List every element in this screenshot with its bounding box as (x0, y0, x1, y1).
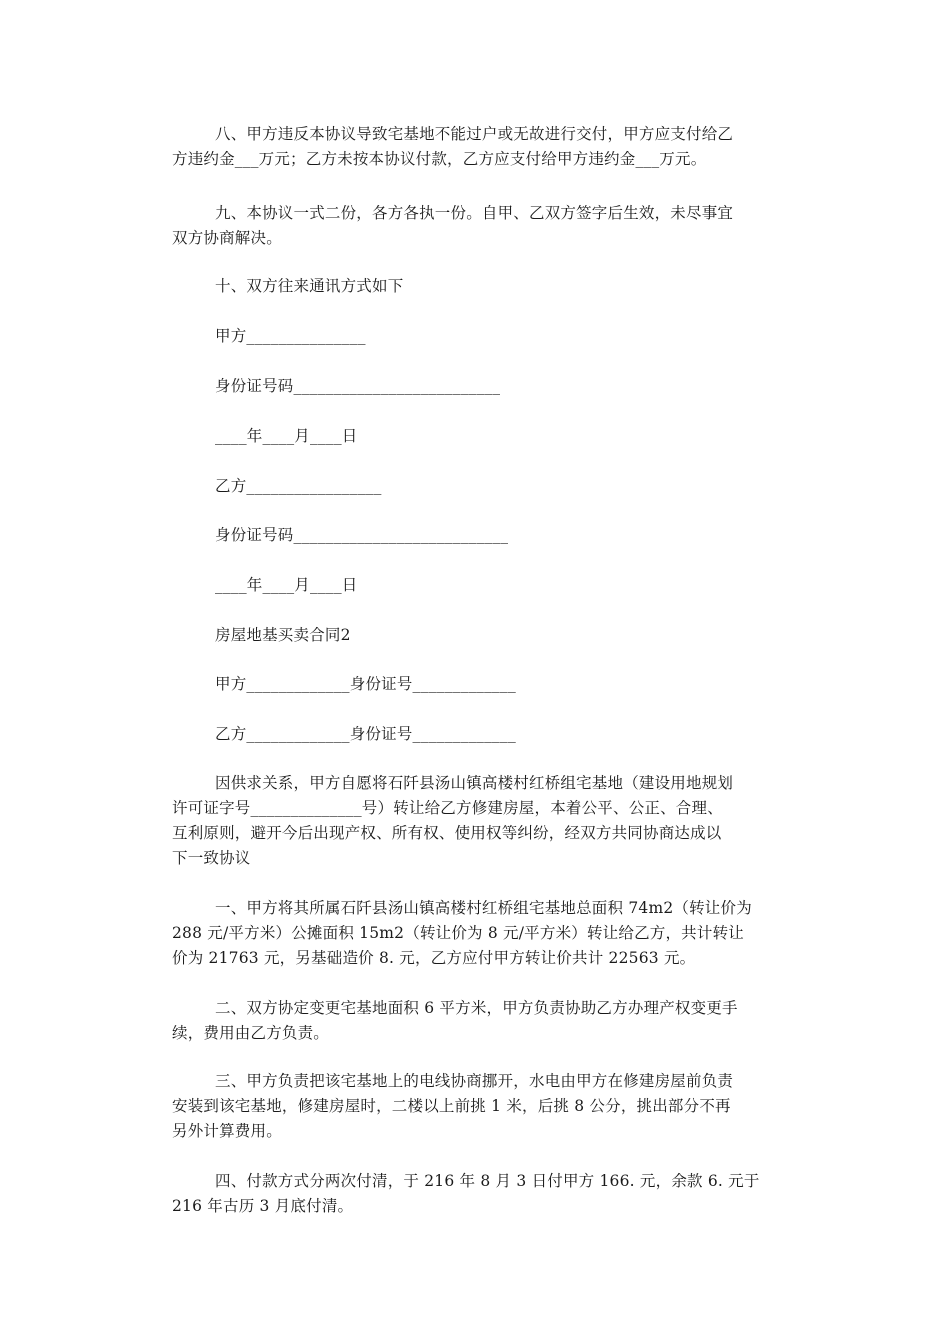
article-4-line-1: 四、付款方式分两次付清，于 216 年 8 月 3 日付甲方 166. 元，余款 6. 元于 (215, 1172, 760, 1190)
clause-9-line-2: 双方协商解决。 (172, 229, 282, 247)
article-4 (172, 1169, 777, 1219)
intro-line-4: 下一致协议 (172, 849, 251, 867)
article-4-line-2: 216 年古历 3 月底付清。 (172, 1197, 354, 1215)
article-1-line-2: 288 元/平方米）公摊面积 15m2（转让价为 8 元/平方米）转让给乙方，共计转让 (172, 924, 744, 942)
party-b-signature-line: 乙方_________________ (215, 477, 382, 495)
clause-8-line-1: 八、甲方违反本协议导致宅基地不能过户或无故进行交付，甲方应支付给乙 (215, 125, 734, 143)
article-1-line-3: 价为 21763 元，另基础造价 8. 元，乙方应付甲方转让价共计 22563 元。 (172, 949, 696, 967)
party-b-date-line: ____年____月____日 (215, 576, 358, 594)
intro-paragraph (172, 771, 777, 871)
article-2-line-1: 二、双方协定变更宅基地面积 6 平方米，甲方负责协助乙方办理产权变更手 (215, 999, 738, 1017)
party-b-id-fields: 乙方_____________身份证号_____________ (215, 725, 516, 743)
article-2-line-2: 续，费用由乙方负责。 (172, 1024, 330, 1042)
party-b-id-line: 身份证号码___________________________ (215, 526, 509, 544)
article-3-line-1: 三、甲方负责把该宅基地上的电线协商挪开，水电由甲方在修建房屋前负责 (215, 1072, 734, 1090)
article-1 (172, 896, 777, 971)
article-2 (172, 996, 777, 1046)
article-3-line-2: 安装到该宅基地，修建房屋时，二楼以上前挑 1 米，后挑 8 公分，挑出部分不再 (172, 1097, 731, 1115)
party-a-signature-line: 甲方_______________ (215, 327, 366, 345)
clause-8 (172, 122, 777, 172)
article-1-line-1: 一、甲方将其所属石阡县汤山镇高楼村红桥组宅基地总面积 74m2（转让价为 (215, 899, 752, 917)
intro-line-1: 因供求关系，甲方自愿将石阡县汤山镇高楼村红桥组宅基地（建设用地规划 (215, 774, 734, 792)
party-a-id-fields: 甲方_____________身份证号_____________ (215, 675, 516, 693)
clause-9 (172, 201, 777, 251)
clause-8-line-2: 方违约金___万元；乙方未按本协议付款，乙方应支付给甲方违约金___万元。 (172, 150, 707, 168)
party-a-date-line: ____年____月____日 (215, 427, 358, 445)
clause-9-line-1: 九、本协议一式二份，各方各执一份。自甲、乙双方签字后生效，未尽事宜 (215, 204, 734, 222)
contract-2-title: 房屋地基买卖合同2 (215, 626, 351, 644)
party-a-id-line: 身份证号码__________________________ (215, 377, 501, 395)
clause-10: 十、双方往来通讯方式如下 (215, 277, 404, 295)
intro-line-3: 互利原则，避开今后出现产权、所有权、使用权等纠纷，经双方共同协商达成以 (172, 824, 722, 842)
article-3-line-3: 另外计算费用。 (172, 1122, 282, 1140)
intro-line-2: 许可证字号______________号）转让给乙方修建房屋，本着公平、公正、合理、 (172, 799, 723, 817)
article-3 (172, 1069, 777, 1144)
